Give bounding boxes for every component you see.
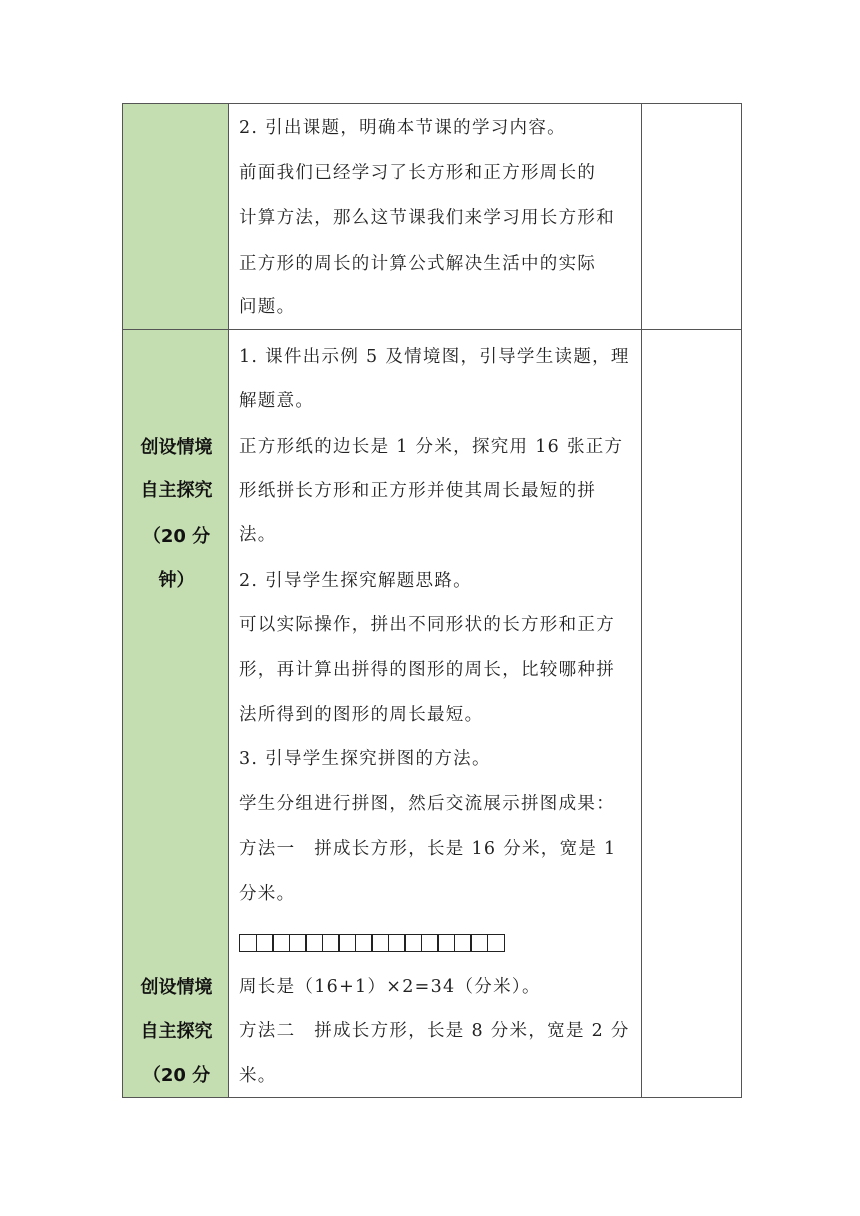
unit-square [371, 934, 389, 952]
stage-label: 自主探究 [140, 480, 213, 501]
text-line: 3. 引导学生探究拼图的方法。 [239, 749, 491, 769]
text-line: 可以实际操作，拼出不同形状的长方形和正方 [239, 615, 615, 635]
text-line: 周长是（16+1）×2=34（分米）。 [239, 977, 541, 997]
text-line: 方法一 拼成长方形，长是 16 分米，宽是 1 [239, 839, 617, 859]
unit-square [305, 934, 323, 952]
stage-label: 自主探究 [140, 1021, 213, 1042]
unit-square [487, 934, 505, 952]
stage-label: 创设情境 [140, 977, 213, 998]
lesson-plan-table [122, 103, 742, 1098]
stage-label: （20 分 [142, 526, 211, 547]
unit-square [388, 934, 406, 952]
text-line: 计算方法，那么这节课我们来学习用长方形和 [239, 208, 615, 228]
text-line: 方法二 拼成长方形，长是 8 分米，宽是 2 分 [239, 1021, 630, 1041]
text-line: 分米。 [239, 884, 296, 904]
text-line: 问题。 [239, 297, 296, 317]
text-line: 学生分组进行拼图，然后交流展示拼图成果： [239, 794, 615, 814]
stage-label: 钟） [158, 570, 195, 591]
square-strip-diagram [239, 934, 503, 952]
unit-square [289, 934, 307, 952]
unit-square [256, 934, 274, 952]
stage-cell-explore [122, 329, 229, 1098]
text-line: 法。 [239, 525, 277, 545]
unit-square [272, 934, 290, 952]
notes-cell-explore [641, 329, 742, 1098]
unit-square [338, 934, 356, 952]
notes-cell-intro [641, 103, 742, 330]
unit-square [421, 934, 439, 952]
stage-label: （20 分 [142, 1065, 211, 1086]
text-line: 米。 [239, 1066, 277, 1086]
text-line: 正方形的周长的计算公式解决生活中的实际 [239, 254, 597, 274]
unit-square [322, 934, 340, 952]
unit-square [470, 934, 488, 952]
text-line: 2. 引出课题，明确本节课的学习内容。 [239, 118, 566, 138]
text-line: 形纸拼长方形和正方形并使其周长最短的拼 [239, 481, 597, 501]
content-cell-explore [228, 329, 642, 1098]
unit-square [404, 934, 422, 952]
text-line: 2. 引导学生探究解题思路。 [239, 571, 472, 591]
stage-cell-intro [122, 103, 229, 330]
stage-label: 创设情境 [140, 437, 213, 458]
text-line: 法所得到的图形的周长最短。 [239, 705, 484, 725]
text-line: 形，再计算出拼得的图形的周长，比较哪种拼 [239, 660, 615, 680]
text-line: 前面我们已经学习了长方形和正方形周长的 [239, 163, 597, 183]
content-cell-intro [228, 103, 642, 330]
text-line: 1. 课件出示例 5 及情境图，引导学生读题，理 [239, 347, 630, 367]
unit-square [454, 934, 472, 952]
unit-square [239, 934, 257, 952]
unit-square [437, 934, 455, 952]
text-line: 解题意。 [239, 391, 315, 411]
unit-square [355, 934, 373, 952]
text-line: 正方形纸的边长是 1 分米，探究用 16 张正方 [239, 437, 624, 457]
